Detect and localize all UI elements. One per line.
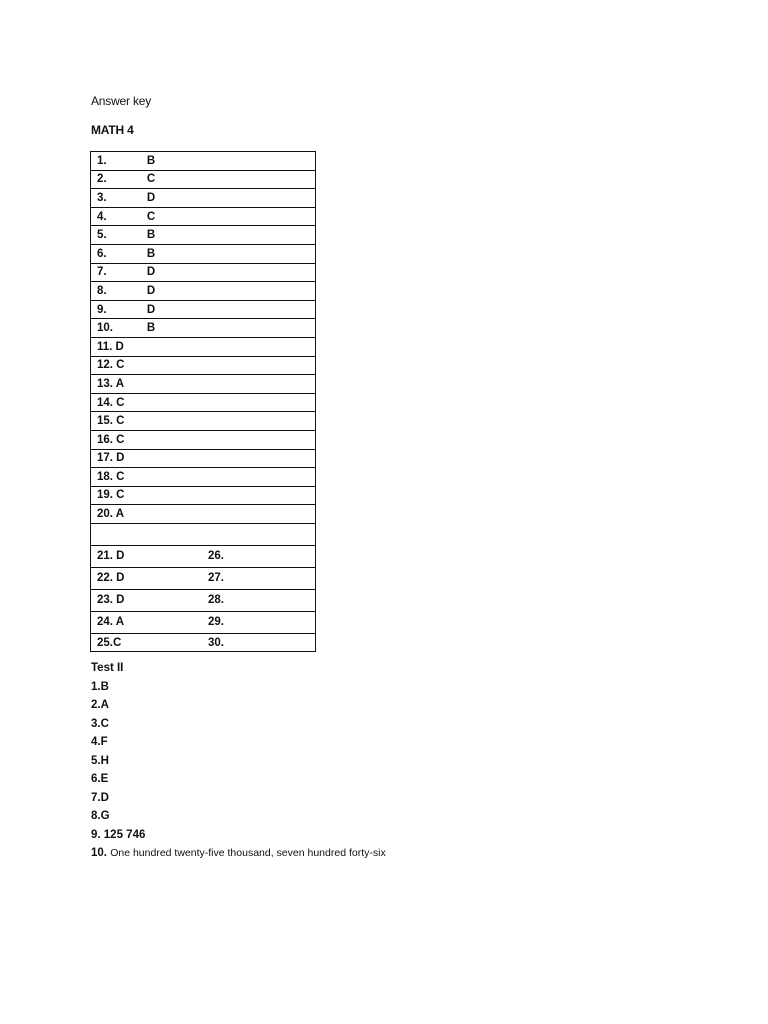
- table-row: [91, 468, 316, 487]
- table-row: [91, 567, 316, 589]
- table-row: [91, 486, 316, 505]
- answer-right: 28.: [208, 594, 224, 607]
- list-item: 8.G: [91, 810, 110, 822]
- list-item: 7.D: [91, 791, 109, 804]
- table-row: [91, 545, 316, 567]
- answer-cell: 11. D: [91, 337, 316, 356]
- item-answer: D: [146, 303, 156, 316]
- answer-left: 22. D: [97, 572, 125, 585]
- table-row: [91, 152, 316, 171]
- answer-right: 26.: [208, 550, 224, 563]
- table-row: [91, 282, 316, 301]
- item-answer: D: [146, 266, 156, 279]
- item-number: 8.: [97, 284, 107, 297]
- answer-cell: 18. C: [91, 468, 316, 487]
- answer-table: [90, 151, 316, 652]
- table-row: [91, 430, 316, 449]
- subject-heading: MATH 4: [91, 123, 134, 137]
- list-item: 2.A: [91, 699, 109, 711]
- table-row: [91, 633, 316, 652]
- answer-cell: 20. A: [91, 505, 316, 524]
- list-item-10: [91, 844, 386, 863]
- answer-cell: 19. C: [91, 486, 316, 505]
- table-row: [91, 393, 316, 412]
- test-2-heading: Test II: [91, 662, 124, 674]
- answer-cell: 15. C: [91, 412, 316, 431]
- list-item: 6.E: [91, 773, 109, 785]
- item-number: 7.: [97, 266, 107, 279]
- item-number: 10.: [91, 847, 107, 859]
- table-row: [91, 226, 316, 245]
- table-row: [91, 356, 316, 375]
- item-number: 10.: [97, 322, 113, 335]
- item-answer: B: [146, 229, 156, 242]
- list-item: 1.B: [91, 680, 109, 693]
- answer-cell: 17. D: [91, 449, 316, 468]
- table-row: [91, 589, 316, 611]
- item-number: 6.: [97, 247, 107, 260]
- table-row: [91, 300, 316, 319]
- answer-right: 30.: [208, 636, 224, 649]
- item-answer: D: [146, 284, 156, 297]
- item-number: 3.: [97, 191, 107, 204]
- item-answer: C: [146, 173, 156, 186]
- answer-cell: 14. C: [91, 393, 316, 412]
- item-number: 5.: [97, 229, 107, 242]
- table-row: [91, 449, 316, 468]
- table-row: [91, 189, 316, 208]
- list-item: 3.C: [91, 717, 109, 730]
- answer-cell: 12. C: [91, 356, 316, 375]
- answer-right: 29.: [208, 616, 224, 629]
- answer-cell: 16. C: [91, 430, 316, 449]
- answer-right: 27.: [208, 572, 224, 585]
- item-answer: B: [146, 322, 156, 335]
- table-row: [91, 170, 316, 189]
- item-answer: B: [146, 247, 156, 260]
- item-number: 4.: [97, 210, 107, 223]
- answer-left: 21. D: [97, 550, 125, 563]
- item-number: 2.: [97, 173, 107, 186]
- test-2-section: [91, 659, 386, 863]
- document-title: Answer key: [91, 94, 152, 108]
- item-number: 1.: [97, 154, 107, 167]
- table-row: [91, 244, 316, 263]
- list-item: 4.F: [91, 736, 108, 748]
- empty-row: [91, 523, 316, 545]
- item-answer: B: [146, 154, 156, 167]
- answer-cell: 13. A: [91, 375, 316, 394]
- answer-left: 25.C: [97, 636, 122, 649]
- list-item: 5.H: [91, 754, 109, 767]
- answer-left: 24. A: [97, 616, 125, 629]
- table-row: [91, 611, 316, 633]
- table-row: [91, 412, 316, 431]
- answer-left: 23. D: [97, 594, 125, 607]
- list-item: 9. 125 746: [91, 828, 146, 841]
- item-answer: C: [146, 210, 156, 223]
- item-number: 9.: [97, 303, 107, 316]
- table-row: [91, 207, 316, 226]
- table-row: [91, 319, 316, 338]
- table-row: [91, 505, 316, 524]
- table-row: [91, 337, 316, 356]
- item-answer: D: [146, 191, 156, 204]
- table-row: [91, 375, 316, 394]
- table-row: [91, 263, 316, 282]
- item-text: One hundred twenty-five thousand, seven hundred forty-six: [110, 847, 386, 859]
